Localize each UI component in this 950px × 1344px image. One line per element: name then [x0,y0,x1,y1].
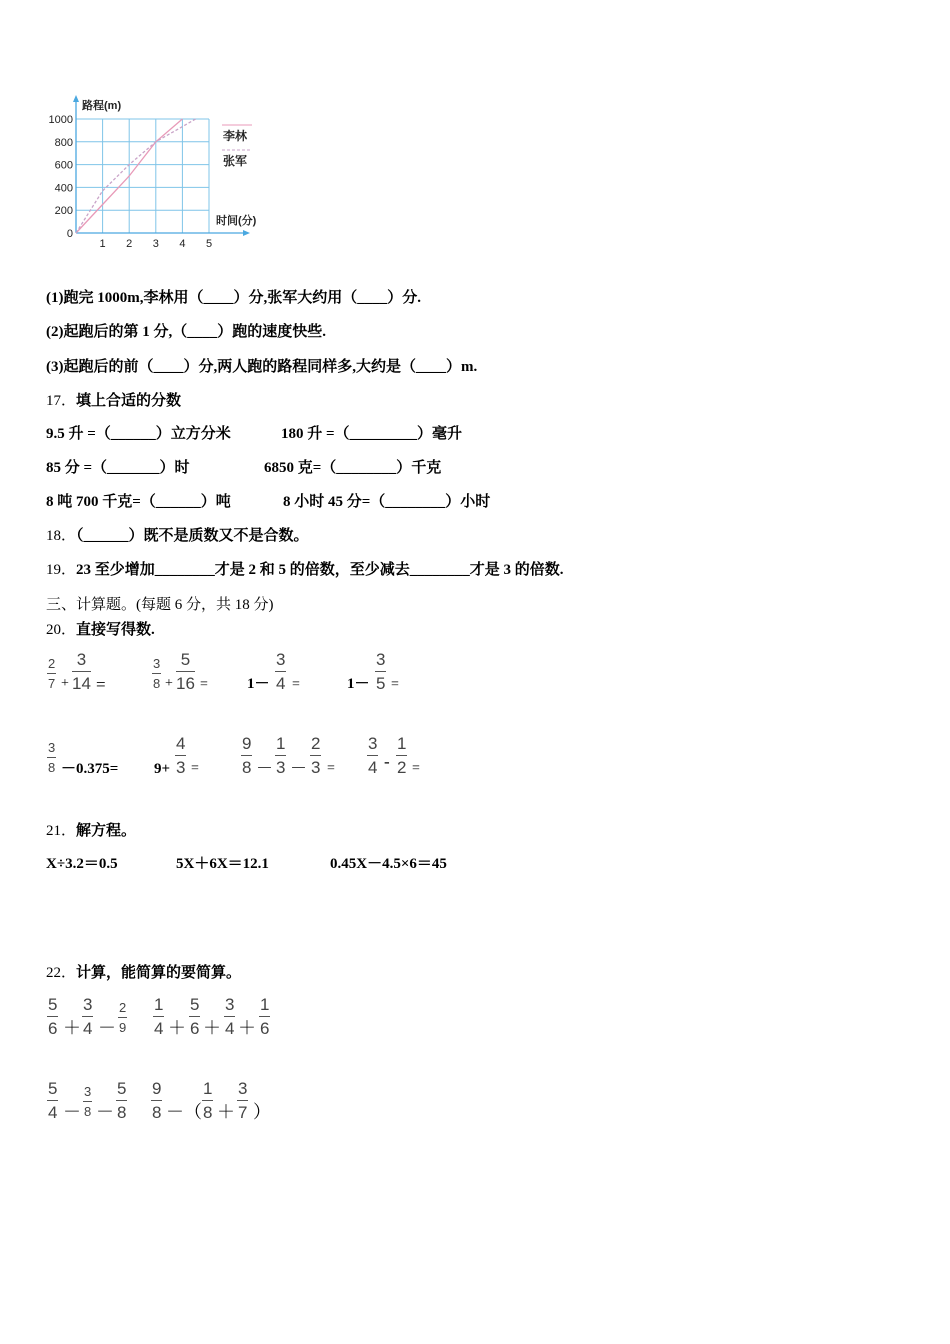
q16-part2: (2)起跑后的第 1 分,（____）跑的速度快些. [46,324,326,340]
q22-title: 计算，能简算的要简算。 [76,965,242,981]
q20-title: 直接写得数. [76,622,155,638]
fraction: $\frac{5}{8}$ [117,1079,127,1122]
legend-label: 李林 [223,129,248,143]
q21-equation-3: 0.45X－4.5×6＝45 [330,856,447,872]
minus-open-paren: －（ [166,1102,202,1122]
y-tick-label: 1000 [48,114,73,126]
equals-sign: = [327,761,335,776]
plus-sign: ＋ [238,1018,256,1038]
fraction: $\frac{1}{2}$ [397,734,407,777]
fraction: $\frac{3}{5}$ [376,650,386,693]
x-tick-label: 2 [126,238,133,250]
q21-equation-2: 5X＋6X＝12.1 [176,856,269,872]
plus-sign: + [61,676,69,691]
equals-sign: = [191,761,199,776]
plus-sign: ＋ [203,1018,221,1038]
equals-sign: = [292,677,300,692]
fraction: $\frac{3}{8}$ [84,1084,92,1119]
fraction: $\frac{3}{8}$ [48,740,56,775]
q20-number: 20． [46,622,77,638]
y-tick-label: 0 [66,228,73,240]
q17-row3-b: 8 小时 45 分=（________）小时 [283,494,491,510]
q21-equation-1: X÷3.2＝0.5 [46,856,118,872]
minus-sign: － [256,759,273,778]
q17-row1-a: 9.5 升 =（______）立方分米 [46,426,231,442]
y-tick-label: 600 [54,159,73,172]
equals-sign: = [412,761,420,776]
expression-tail: －0.375= [61,761,119,777]
minus-sign: － [98,1018,116,1038]
q17-heading [46,389,181,410]
q16-part3: (3)起跑后的前（____）分,两人跑的路程同样多,大约是（____）m. [46,359,478,375]
fraction: $\frac{1}{6}$ [260,995,270,1038]
minuend: 1－ [347,676,370,692]
fraction: $\frac{2}{7}$ [48,656,56,691]
fraction: $\frac{5}{6}$ [48,995,58,1038]
chart-grid [76,119,209,233]
fraction: $\frac{9}{8}$ [242,734,252,777]
q16-part1: (1)跑完 1000m,李林用（____）分,张军大约用（____）分. [46,290,421,306]
fraction: $\frac{3}{4}$ [368,734,378,777]
fraction: $\frac{1}{4}$ [154,995,164,1038]
q19-text: 23 至少增加________才是 2 和 5 的倍数，至少减去________才是 3 的倍数. [76,562,564,578]
plus-sign: ＋ [168,1018,186,1038]
fraction: $\frac{4}{3}$ [176,734,186,777]
distance-time-chart [40,92,280,252]
fraction: $\frac{3}{7}$ [238,1079,248,1122]
x-tick-label: 3 [152,238,159,250]
q18 [46,524,309,545]
x-tick-label: 1 [99,238,106,250]
x-tick-label: 4 [179,238,186,250]
q21-title: 解方程。 [76,823,137,839]
fraction: $\frac{1}{8}$ [203,1079,213,1122]
y-tick-label: 800 [54,136,73,149]
plus-sign: ＋ [63,1018,81,1038]
close-paren: ） [253,1102,271,1122]
q17-number: 17． [46,393,77,409]
q20-heading [46,618,155,639]
q17-title: 填上合适的分数 [76,393,182,409]
fraction: $\frac{5}{16}$ [176,650,195,693]
q19 [46,558,564,579]
y-tick-label: 400 [54,182,73,195]
fraction: $\frac{3}{4}$ [83,995,93,1038]
expression-head: 9+ [154,761,171,777]
fraction: $\frac{3}{14}$ [72,650,91,693]
fraction: $\frac{9}{8}$ [152,1079,162,1122]
plus-sign: ＋ [217,1102,235,1122]
fraction: $\frac{3}{4}$ [225,995,235,1038]
fraction: $\frac{5}{4}$ [48,1079,58,1122]
q18-text: （______）既不是质数又不是合数。 [76,528,309,544]
q17-row2-a: 85 分 =（_______）时 [46,460,190,476]
q17-row3-a: 8 吨 700 千克=（______）吨 [46,494,231,510]
y-tick-label: 200 [54,205,73,218]
x-axis-arrow-icon [243,230,250,236]
plus-sign: + [165,676,173,691]
x-axis-label: 时间(分) [216,215,257,227]
minuend: 1－ [247,676,270,692]
fraction: $\frac{3}{4}$ [276,650,286,693]
fraction: $\frac{3}{8}$ [153,656,161,691]
q17-row1-b: 180 升 =（_________）毫升 [281,426,463,442]
fraction: $\frac{2}{9}$ [119,1000,127,1035]
equals-sign: = [96,675,106,694]
series-line-1 [76,119,196,233]
fraction: $\frac{2}{3}$ [311,734,321,777]
legend-label: 张军 [223,154,248,168]
equals-sign: = [200,677,208,692]
q22-heading [46,961,241,982]
minus-sign: － [96,1102,114,1122]
equals-sign: = [391,677,399,692]
minus-sign: - [384,752,390,771]
minus-sign: － [290,759,307,778]
fraction: $\frac{5}{6}$ [190,995,200,1038]
y-axis-label: 路程(m) [82,100,122,112]
q21-number: 21． [46,823,77,839]
q18-number: 18． [46,528,77,544]
minus-sign: － [63,1102,81,1122]
q21-heading [46,819,136,840]
section-3-heading: 三、计算题。(每题 6 分，共 18 分) [46,597,274,613]
q17-row2-b: 6850 克=（________）千克 [264,460,442,476]
y-axis-arrow-icon [73,95,79,102]
q22-number: 22． [46,965,77,981]
q19-number: 19． [46,562,77,578]
x-tick-label: 5 [205,238,213,250]
fraction: $\frac{1}{3}$ [276,734,286,777]
chart-series [76,119,196,233]
